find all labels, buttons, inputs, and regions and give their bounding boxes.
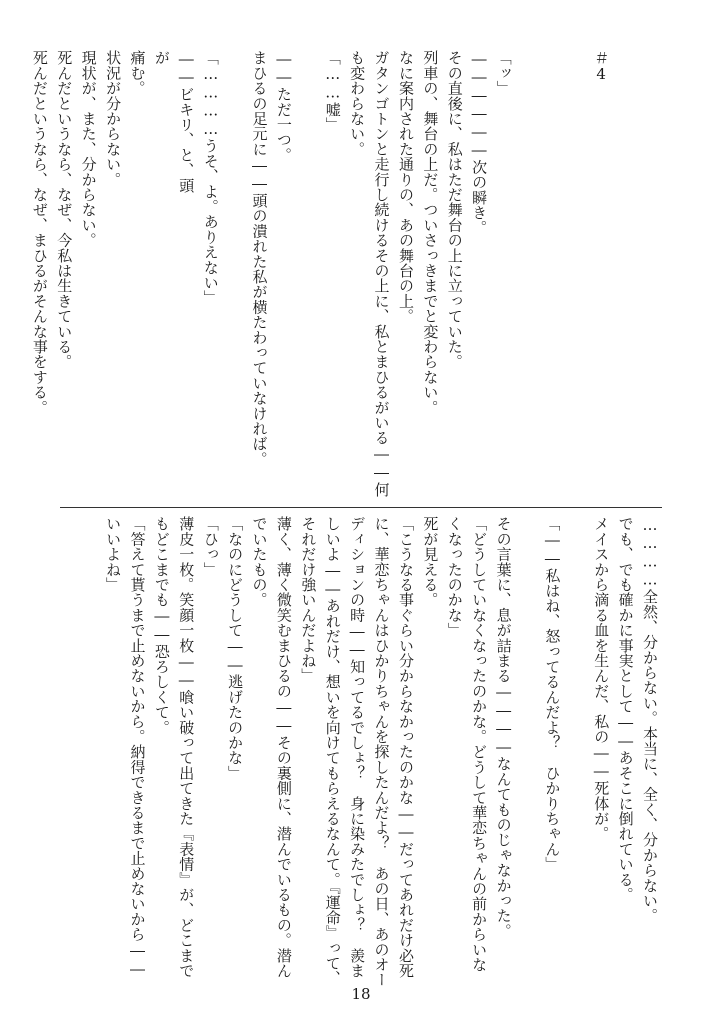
top-text-line: 列車の、舞台の上だ。ついさっきまでと変わらない。: [421, 50, 440, 415]
bottom-text-line: 「答えて貰うまで止めないから。納得できるまで止めないから――: [128, 516, 147, 978]
bottom-text-line: その言葉に、息が詰まる――――なんてものじゃなかった。: [494, 516, 513, 939]
top-text-line: その直後に、私はただ舞台の上に立っていた。: [445, 50, 464, 370]
top-text-line: 状況が分からない。: [104, 50, 123, 187]
bottom-text-line: に、華恋ちゃんはひかりちゃんを探したんだよ？ あの日、あのオー: [372, 516, 391, 988]
upper-text-block: [30, 50, 662, 497]
bottom-text-line: 「ひっ」: [201, 516, 220, 577]
top-text-line: 死んだというなら、なぜ、まひるがそんな事をする。: [30, 50, 49, 415]
bottom-text-line: …………全然、分からない。本当に、全く、分からない。: [641, 516, 659, 924]
bottom-text-line: しいよ――あれだけ、想いを向けてもらえるなんて。『運命』って、: [323, 516, 342, 986]
top-text-line: ――ビキリ、と、頭: [177, 50, 196, 193]
bottom-text-line: ディションの時――知ってるでしょ？ 身に染みたでしょ？ 羨ま: [348, 516, 367, 978]
top-text-line: 痛む。: [128, 50, 147, 96]
bottom-text-line: くなったのかな」: [445, 516, 464, 638]
bottom-blank-line: [564, 516, 588, 974]
lower-text-block: [60, 516, 662, 988]
top-text-line: ――ただ一つ。: [274, 50, 293, 163]
bottom-text-line: でも、でも確かに事実として――あそこに倒れている。: [616, 516, 635, 902]
bottom-text-line: メイスから滴る血を生んだ、私の――死体が。: [592, 516, 611, 842]
chapter-heading: ＃4: [592, 50, 611, 84]
bottom-text-line: それだけ強いんだよね」: [299, 516, 318, 684]
top-blank-line: [516, 50, 540, 490]
bottom-text-line: 薄皮一枚。笑顔一枚――喰い破って出てきた『表情』が、どこまで: [177, 516, 196, 978]
bottom-text-line: でいたもの。: [250, 516, 269, 608]
bottom-text-line: 「――私はね、怒ってるんだよ？ ひかりちゃん」: [543, 516, 562, 872]
top-text-line: ――――――次の瞬き。: [470, 50, 489, 236]
bottom-text-line: 薄く、薄く微笑むまひるの――その裏側に、潜んでいるもの。潜ん: [274, 516, 293, 978]
bottom-text-line: 死が見える。: [421, 516, 440, 608]
top-text-line: 死んだというなら、なぜ、今私は生きている。: [55, 50, 74, 370]
page-number: 18: [351, 985, 371, 1003]
top-blank-line: [223, 50, 247, 490]
top-text-line: ガタンゴトンと走行し続けるその上に、私とまひるがいる――何: [372, 50, 391, 497]
top-blank-line: [296, 50, 320, 490]
top-text-line: も変わらない。: [348, 50, 367, 157]
section-divider: [60, 507, 662, 508]
top-text-line: 「ッ」: [494, 50, 513, 96]
bottom-text-line: 「どうしていなくなったのかな。どうして華恋ちゃんの前からいな: [470, 516, 489, 972]
bottom-text-line: 「なのにどうして――逃げたのかな」: [226, 516, 245, 781]
bottom-text-line: 「こうなる事ぐらい分からなかったのかな――だってあれだけ必死: [396, 516, 415, 978]
top-text-line: なに案内された通りの、あの舞台の上。: [396, 50, 415, 324]
bottom-text-line: もどこまでも――恐ろしくて。: [152, 516, 171, 735]
top-text-line: 現状が、また、分からない。: [79, 50, 98, 248]
bottom-text-line: いいよね」: [104, 516, 123, 592]
top-text-line: まひるの足元に――頭の潰れた私が横たわっていなければ。: [250, 50, 269, 467]
bottom-blank-line: [516, 516, 540, 974]
top-text-line: 「…………うそ、よ。ありえない」: [201, 50, 220, 306]
top-text-line: が: [152, 50, 171, 66]
top-text-line: 「……嘘」: [323, 50, 342, 132]
